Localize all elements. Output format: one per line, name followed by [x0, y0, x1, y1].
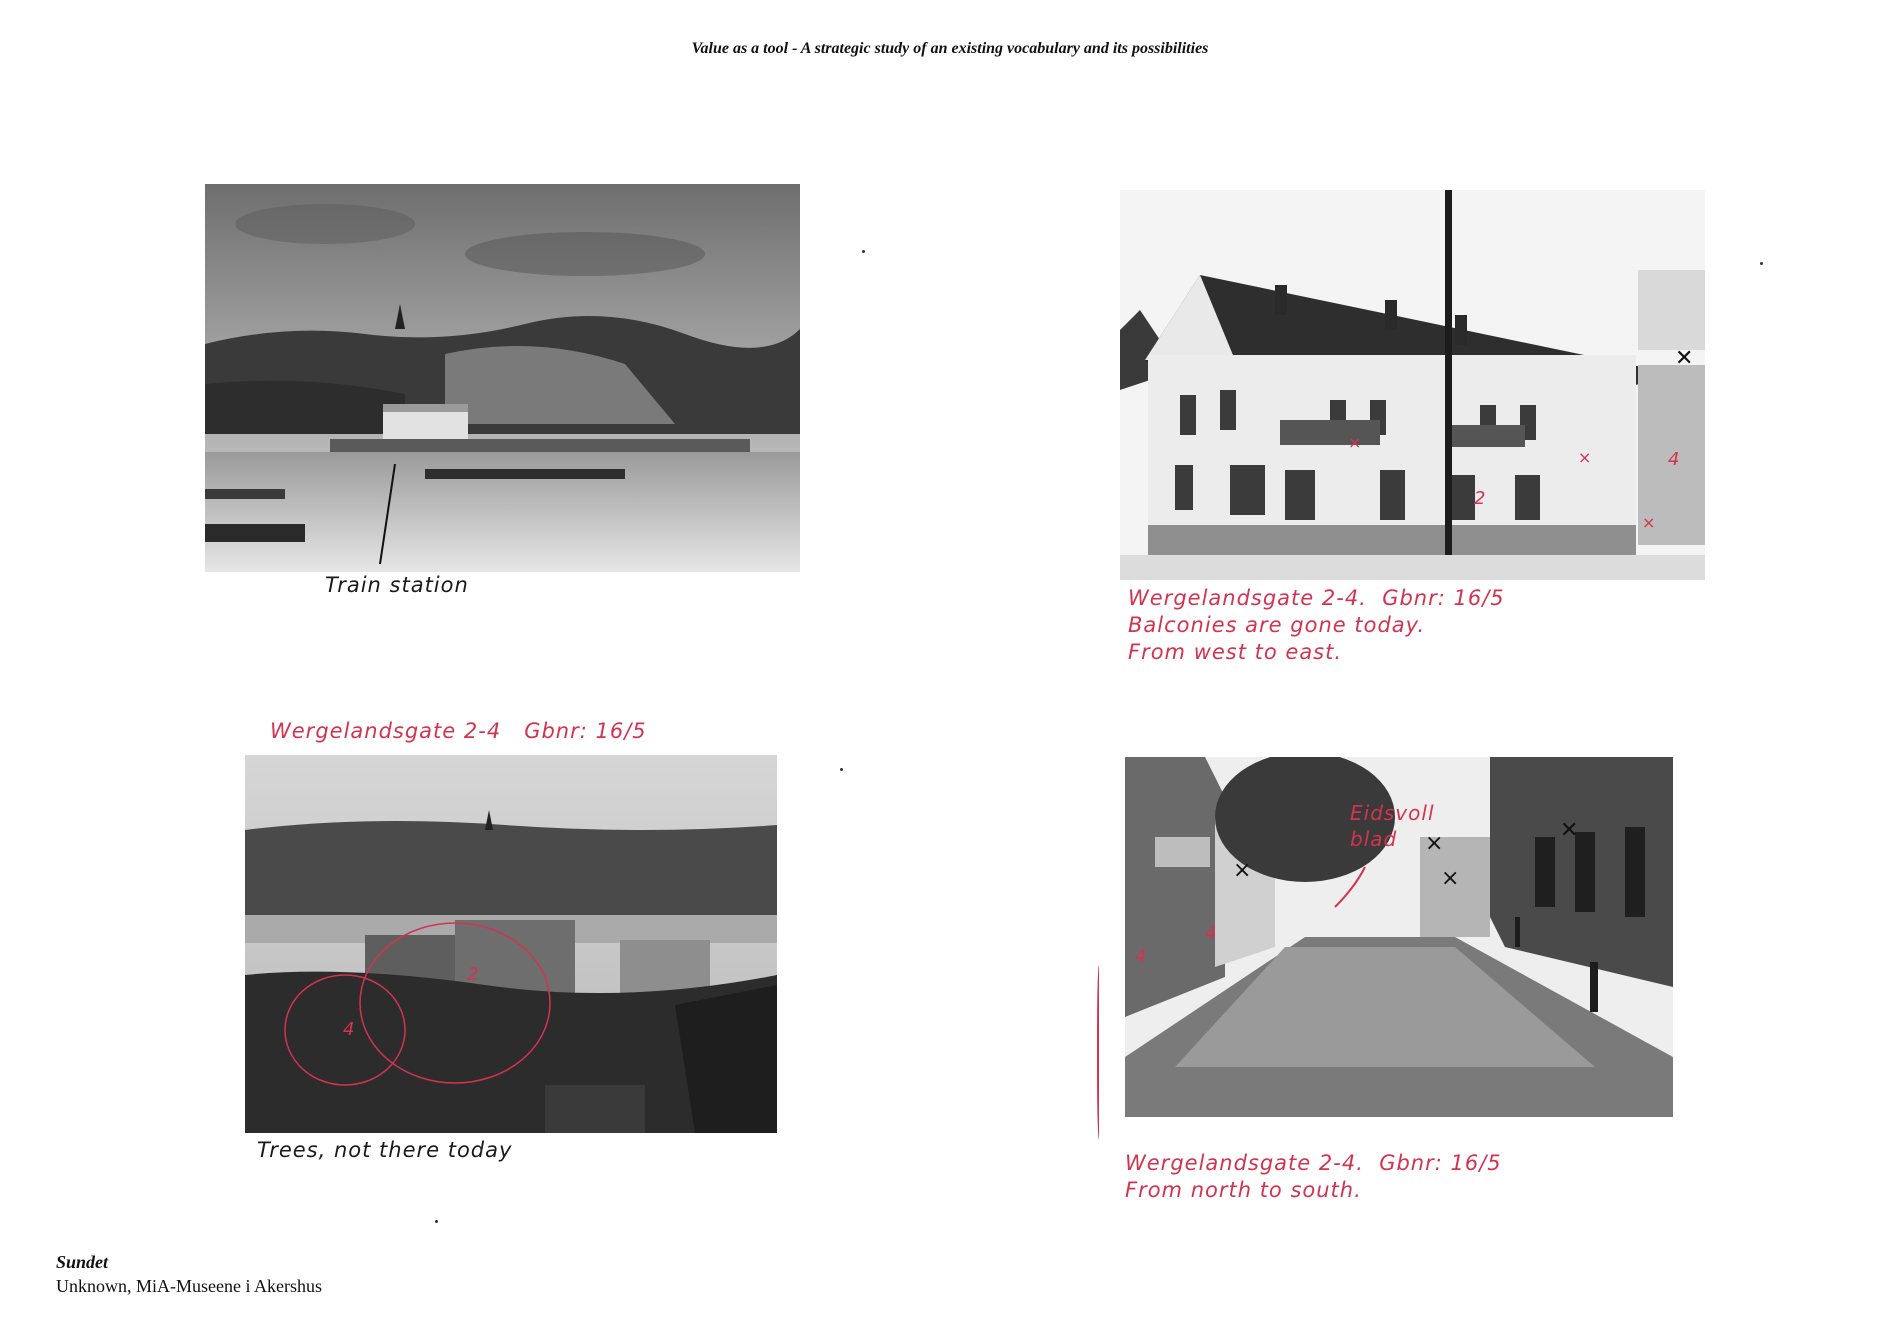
- svg-text:✕: ✕: [1560, 818, 1579, 843]
- caption-corner-building: Wergelandsgate 2-4. Gbnr: 16/5 Balconies are gone today. From west to east.: [1128, 586, 1505, 664]
- marker-4: 4: [343, 1019, 355, 1040]
- scan-speck: [840, 768, 843, 771]
- marker-2: 2: [1474, 488, 1486, 509]
- svg-text:×: ×: [1578, 448, 1592, 467]
- annotation-bracket: [1097, 965, 1102, 1140]
- caption-street-view: Wergelandsgate 2-4. Gbnr: 16/5 From north to south.: [1125, 1151, 1502, 1202]
- marker-2: 2: [467, 964, 479, 985]
- photo-town-view: [245, 755, 777, 1133]
- marker-4-left: 4: [1135, 946, 1147, 967]
- page-title: Value as a tool - A strategic study of an existing vocabulary and its possibilities: [691, 40, 1209, 57]
- marker-4: 4: [1668, 449, 1680, 470]
- annotation-eidsvoll-blad: Eidsvoll blad: [1350, 801, 1435, 851]
- photo-corner-building: [1120, 190, 1705, 580]
- footer-credit: Unknown, MiA-Museene i Akershus: [56, 1276, 322, 1296]
- scan-speck: [1760, 262, 1763, 265]
- svg-text:×: ×: [1441, 866, 1460, 891]
- svg-text:×: ×: [1348, 433, 1362, 452]
- svg-text:✕: ✕: [1675, 346, 1694, 371]
- marker-4: 4: [1205, 923, 1217, 944]
- scan-speck: [435, 1220, 438, 1223]
- svg-text:×: ×: [1425, 831, 1444, 856]
- caption-train-station: Train station: [325, 573, 469, 597]
- svg-text:×: ×: [1642, 513, 1656, 532]
- footer-title: Sundet: [56, 1252, 109, 1272]
- photo-train-station: [205, 184, 800, 572]
- svg-text:×: ×: [1233, 858, 1252, 883]
- note-town-view: Wergelandsgate 2-4 Gbnr: 16/5: [270, 719, 647, 743]
- scan-speck: [862, 250, 865, 253]
- caption-town-view: Trees, not there today: [257, 1138, 513, 1162]
